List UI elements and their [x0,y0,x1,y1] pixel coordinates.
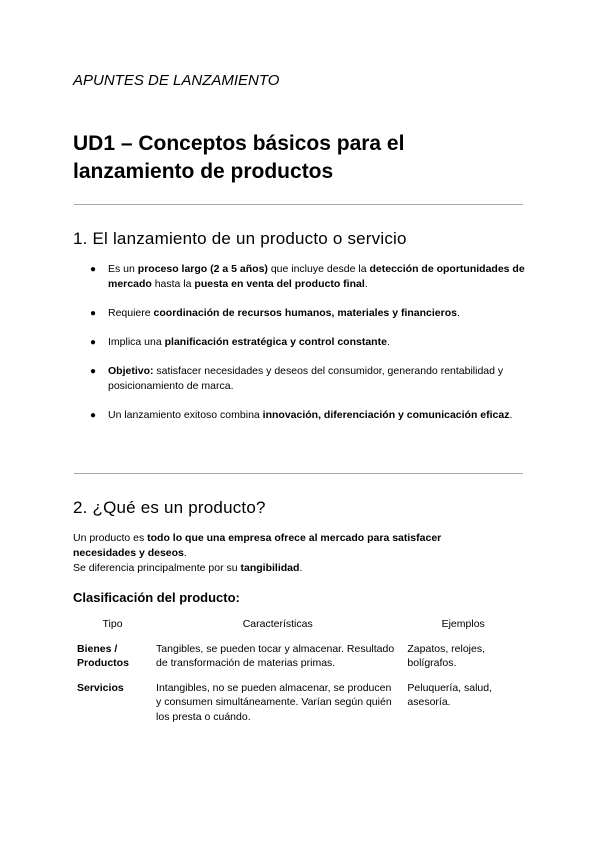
bullet-emphasis: planificación estratégica y control constante [164,336,387,348]
title-line-2: lanzamiento de productos [73,160,334,183]
section-1-bullet-list [90,262,530,437]
list-item [90,364,530,394]
bullet-text: hasta la [151,278,195,290]
bullet-text: Implica una [108,336,165,348]
bullet-emphasis: innovación, diferenciación y comunicación eficaz [262,409,510,421]
classification-subheading: Clasificación del producto: [73,590,240,605]
row-characteristics: Intangibles, no se pueden almacenar, se producen y consumen simultáneamente. Varían según quién los presta o cuándo. [156,681,392,723]
bullet-text: que incluye desde la [267,263,370,275]
definition-emphasis: todo lo que una empresa ofrece al mercado para satisfacer necesidades y deseos [73,532,442,559]
bullet-dot-icon: ● [90,410,97,421]
row-characteristics: Tangibles, se pueden tocar y almacenar. Resultado de transformación de materias primas. [156,642,395,669]
definition-text: . [183,547,187,559]
tangibility-emphasis: tangibilidad [240,562,300,574]
bullet-emphasis: coordinación de recursos humanos, materiales y financieros [153,307,457,319]
bullet-text: . [364,278,368,290]
list-item [90,408,530,423]
bullet-text: Es un [108,263,138,275]
bullet-emphasis: proceso largo (2 a 5 años) [137,263,268,275]
column-header-ejemplos: Ejemplos [441,618,485,630]
row-type: Servicios [77,681,124,694]
list-item [90,335,530,350]
section-2-heading: 2. ¿Qué es un producto? [73,498,266,517]
row-type: Bienes / Productos [77,642,129,669]
section-1-heading: 1. El lanzamiento de un producto o servicio [73,229,407,248]
definition-text: Un producto es [73,532,148,544]
bullet-emphasis: Objetivo: [108,365,154,377]
classification-table [73,615,523,734]
bullet-dot-icon: ● [90,308,97,319]
product-definition-paragraph [73,531,503,576]
column-header-tipo: Tipo [102,618,123,630]
tangibility-text: . [299,562,303,574]
list-item [90,306,530,321]
document-header: APUNTES DE LANZAMIENTO [73,72,280,89]
bullet-text: . [456,307,460,319]
divider [74,204,523,205]
table-row [73,681,523,735]
row-examples: Peluquería, salud, asesoría. [407,681,493,708]
bullet-text: . [386,336,390,348]
bullet-text: . [509,409,513,421]
bullet-text: satisfacer necesidades y deseos del consumidor, generando rentabilidad y posicionamiento de marca. [108,365,504,392]
bullet-dot-icon: ● [90,366,97,377]
table-row [73,642,523,681]
column-header-caracteristicas: Características [242,618,313,630]
title-line-1: UD1 – Conceptos básicos para el [73,132,405,155]
table-header-row [73,615,523,642]
tangibility-text: Se diferencia principalmente por su [73,562,241,574]
bullet-dot-icon: ● [90,337,97,348]
divider [74,473,523,474]
bullet-emphasis: detección de oportunidades de mercado [108,263,525,290]
row-examples: Zapatos, relojes, bolígrafos. [407,642,486,669]
list-item [90,262,530,292]
bullet-text: Requiere [108,307,154,319]
bullet-dot-icon: ● [90,264,97,275]
document-title [73,130,493,186]
bullet-emphasis: puesta en venta del producto final [194,278,365,290]
bullet-text: Un lanzamiento exitoso combina [108,409,263,421]
